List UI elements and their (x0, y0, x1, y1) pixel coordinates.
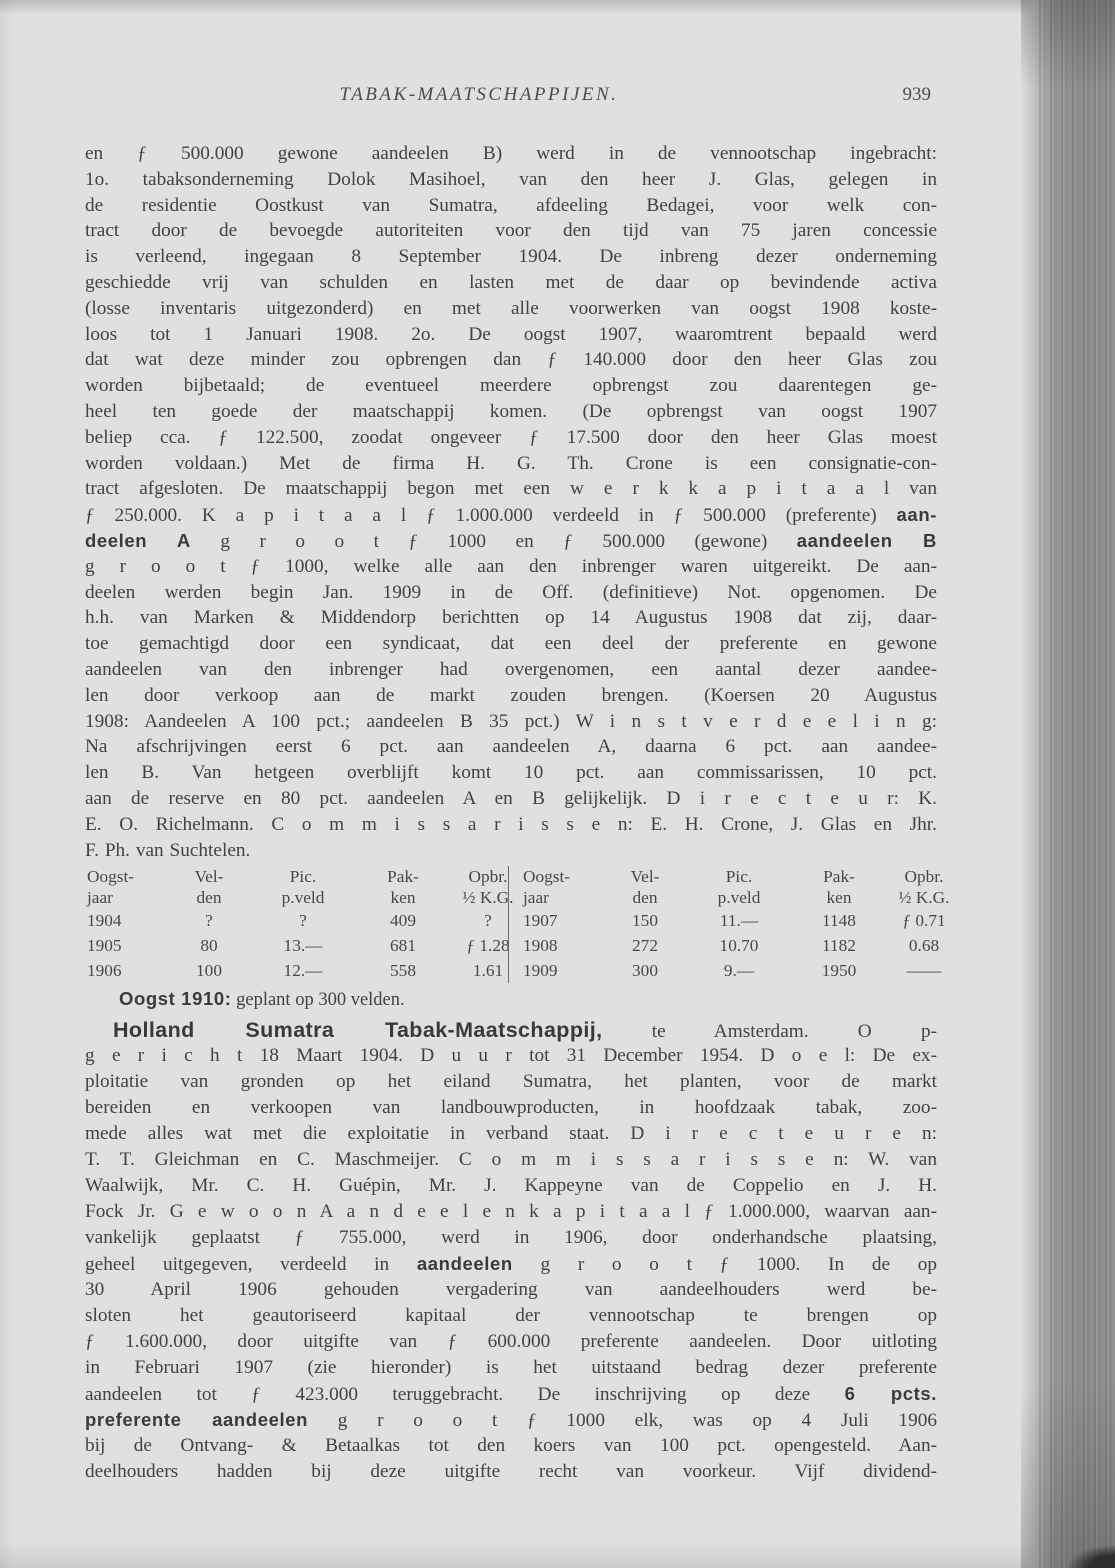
bold-text-segment: preferente aandeelen (85, 1409, 309, 1431)
page-title: TABAK-MAATSCHAPPIJEN. (339, 84, 619, 105)
table-column-header (685, 866, 793, 908)
text-line (85, 141, 937, 167)
text-segment: F. Ph. van Suchtelen. (85, 839, 251, 861)
table-cell: 12.— (283, 961, 323, 981)
table-cell: 13.— (283, 936, 323, 956)
text-segment: T. T. Gleichman en C. Maschmeijer. C o m m i s s a r i s s e n: W. van (85, 1149, 937, 1171)
table-cell: ? (205, 911, 213, 931)
book-page-edge (1021, 0, 1115, 1568)
text-line (85, 502, 937, 528)
table-cell: ? (299, 911, 307, 931)
text-segment: toe gemachtigd door een syndicaat, dat een deel der preferente en gewone (85, 633, 937, 655)
header-line: Oogst- (87, 867, 135, 887)
bold-text-segment: Oogst 1910: (119, 988, 232, 1010)
table-cell: 10.70 (719, 936, 759, 956)
text-line (85, 322, 937, 348)
table-cell: 80 (200, 936, 218, 956)
header-line: jaar (87, 888, 113, 908)
text-segment: len door verkoop aan de markt zouden brengen. (Koersen 20 Augustus (85, 684, 937, 706)
text-line (85, 476, 937, 502)
scan-shadow-left (0, 0, 14, 1568)
text-line (85, 373, 937, 399)
table-cell: 1906 (87, 961, 122, 981)
table-cell: ƒ 0.71 (902, 911, 946, 931)
paragraph-holland-sumatra (85, 1017, 937, 1485)
table-cell: 1905 (87, 936, 122, 956)
text-segment: Fock Jr. G e w o o n A a n d e e l e n k a p i t a a l ƒ 1.000.000, waarvan aan- (85, 1201, 937, 1223)
header-line: Pic. (725, 867, 753, 887)
text-segment: ƒ 250.000. K a p i t a a l ƒ 1.000.000 verdeeld in ƒ 500.000 (preferente) (85, 505, 897, 527)
text-segment: heel ten goede der maatschappij komen. (De opbrengst van oogst 1907 (85, 400, 937, 422)
text-segment: tract afgesloten. De maatschappij begon met een w e r k k a p i t a a l van (85, 478, 937, 500)
text-line (85, 1355, 937, 1381)
header-line: Opbr. (904, 867, 944, 887)
text-segment: g r o o t ƒ 1000. In de op (512, 1254, 937, 1276)
table-cell: 1.61 (472, 961, 504, 981)
text-line (85, 451, 937, 477)
text-line (85, 1121, 937, 1147)
text-segment: 1908: Aandeelen A 100 pct.; aandeelen B 35 pct.) W i n s t v e r d e e l i n g: (85, 710, 937, 732)
text-segment: E. O. Richelmann. C o m m i s s a r i s s e n: E. H. Crone, J. Glas en Jhr. (85, 813, 937, 835)
text-line (85, 193, 937, 219)
harvest-table-right (508, 866, 950, 983)
header-line: Pic. (289, 867, 317, 887)
text-segment: sloten het geautoriseerd kapitaal der vennootschap te brengen op (85, 1305, 937, 1327)
text-segment: worden bijbetaald; de eventueel meerdere opbrengst zou daarentegen ge- (85, 375, 937, 397)
text-line (85, 296, 937, 322)
text-line (85, 244, 937, 270)
header-line: den (196, 888, 222, 908)
text-line (85, 167, 937, 193)
header-line: Vel- (194, 867, 224, 887)
table-cell: 1908 (523, 936, 558, 956)
text-segment: vankelijk geplaatst ƒ 755.000, werd in 1906, door onderhandsche plaatsing, (85, 1227, 937, 1249)
text-line (85, 1095, 937, 1121)
scan-shadow-bottom (0, 1542, 1115, 1568)
harvest-1910-note (85, 986, 937, 1012)
table-cell: —— (906, 961, 942, 981)
text-line (85, 812, 937, 838)
scan-corner-shadow (1069, 1546, 1115, 1568)
text-segment: tract door de bevoegde autoriteiten voor den tijd van 75 jaren concessie (85, 220, 937, 242)
text-line (85, 838, 937, 864)
header-line: p.veld (281, 888, 325, 908)
table-cell: 100 (196, 961, 222, 981)
text-line (85, 1251, 937, 1277)
header-line: Pak- (387, 867, 419, 887)
table-cell: 9.— (723, 961, 755, 981)
text-line (85, 1277, 937, 1303)
text-segment: 1o. tabaksonderneming Dolok Masihoel, van den heer J. Glas, gelegen in (85, 168, 937, 190)
text-segment: g r o o t ƒ 1000 en ƒ 500.000 (gewone) (190, 530, 797, 552)
text-line (85, 1329, 937, 1355)
table-cell: 1909 (523, 961, 558, 981)
page-edge-shade (1021, 0, 1115, 1568)
table-column-header (793, 866, 885, 908)
text-line (85, 1381, 937, 1407)
text-segment: dat wat deze minder zou opbrengen dan ƒ 140.000 door den heer Glas zou (85, 349, 937, 371)
paragraph-dolok-masihoel (85, 141, 937, 863)
text-segment: geschiedde vrij van schulden en lasten met de daar op bevindende activa (85, 271, 937, 293)
header-line: ken (390, 888, 416, 908)
bold-text-segment: aandeelen (416, 1253, 513, 1275)
text-line (85, 1225, 937, 1251)
table-column-header (249, 866, 357, 908)
text-line (85, 1173, 937, 1199)
text-segment: te Amsterdam. O p- (602, 1021, 937, 1043)
text-line (85, 528, 937, 554)
text-segment: mede alles wat met die exploitatie in verband staat. D i r e c t e u r e n: (85, 1123, 937, 1145)
text-line (85, 709, 937, 735)
text-segment: loos tot 1 Januari 1908. 2o. De oogst 1907, waaromtrent bepaald werd (85, 323, 937, 345)
text-segment: Waalwijk, Mr. C. H. Guépin, Mr. J. Kappeyne van de Coppelio en J. H. (85, 1175, 937, 1197)
text-segment: ploitatie van gronden op het eiland Sumatra, het planten, voor de markt (85, 1071, 937, 1093)
company-name-heading: Holland Sumatra Tabak-Maatschappij, (113, 1018, 603, 1043)
text-segment: bereiden en verkoopen van landbouwproducten, in hoofdzaak tabak, zoo- (85, 1097, 937, 1119)
text-line (85, 1303, 937, 1329)
text-line (85, 580, 937, 606)
text-segment: en ƒ 500.000 gewone aandeelen B) werd in de vennootschap ingebracht: (85, 143, 937, 164)
page-content (85, 0, 950, 1485)
text-segment: len B. Van hetgeen overblijft komt 10 pct. aan commissarissen, 10 pct. (85, 762, 937, 784)
text-segment: aandeelen tot ƒ 423.000 teruggebracht. De inschrijving op deze (85, 1384, 845, 1406)
text-segment: beliep cca. ƒ 122.500, zoodat ongeveer ƒ 17.500 door den heer Glas moest (85, 426, 937, 448)
text-segment: geplant op 300 velden. (231, 990, 405, 1011)
text-line (85, 734, 937, 760)
text-segment: Na afschrijvingen eerst 6 pct. aan aandeelen A, daarna 6 pct. aan aandee- (85, 736, 937, 758)
text-line (85, 1407, 937, 1433)
text-segment: aan de reserve en 80 pct. aandeelen A en B gelijkelijk. D i r e c t e u r: K. (85, 787, 937, 809)
bold-text-segment: deelen A (85, 529, 191, 551)
running-header (85, 0, 937, 110)
header-line: jaar (523, 888, 549, 908)
text-line (85, 347, 937, 373)
table-cell: ? (484, 911, 492, 931)
header-line: p.veld (717, 888, 761, 908)
text-line (85, 218, 937, 244)
table-column-header (521, 866, 605, 908)
table-column-header (85, 866, 169, 908)
text-segment: h.h. van Marken & Middendorp berichtten op 14 Augustus 1908 dat zij, daar- (85, 607, 937, 629)
text-line (85, 760, 937, 786)
header-line: ken (826, 888, 852, 908)
text-line (85, 554, 937, 580)
table-cell: 300 (632, 961, 658, 981)
text-segment: de residentie Oostkust van Sumatra, afdeeling Bedagei, voor welk con- (85, 194, 937, 216)
bold-text-segment: aandeelen B (796, 529, 937, 551)
page-number: 939 (902, 84, 931, 105)
text-segment: deelen werden begin Jan. 1909 in de Off. (definitieve) Not. opgenomen. De (85, 581, 937, 603)
table-column-header (357, 866, 449, 908)
text-line (85, 657, 937, 683)
text-segment: g r o o t ƒ 1000, welke alle aan den inbrenger waren uitgereikt. De aan- (85, 555, 937, 577)
bold-text-segment: aan- (896, 504, 937, 526)
text-segment: deelhouders hadden bij deze uitgifte recht van voorkeur. Vijf dividend- (85, 1461, 937, 1483)
text-line (85, 786, 937, 812)
table-cell: 1148 (822, 911, 856, 931)
header-line: ½ K.G. (462, 888, 514, 908)
text-line (85, 683, 937, 709)
table-cell: 1907 (523, 911, 558, 931)
text-line (85, 270, 937, 296)
header-line: Vel- (630, 867, 660, 887)
text-segment: 30 April 1906 gehouden vergadering van aandeelhouders werd be- (85, 1279, 937, 1301)
table-cell: 409 (390, 911, 416, 931)
text-line (85, 425, 937, 451)
text-segment: is verleend, ingegaan 8 September 1904. De inbreng dezer onderneming (85, 246, 937, 268)
table-cell: 1904 (87, 911, 122, 931)
text-segment: geheel uitgegeven, verdeeld in (85, 1254, 417, 1276)
text-line (85, 1017, 937, 1043)
table-column-header (605, 866, 685, 908)
bold-text-segment: 6 pcts. (844, 1383, 937, 1405)
table-cell: 558 (390, 961, 416, 981)
text-line (85, 1459, 937, 1485)
table-cell: 0.68 (908, 936, 940, 956)
table-cell: 11.— (719, 911, 759, 931)
text-segment: g e r i c h t 18 Maart 1904. D u u r tot 31 December 1954. D o e l: De ex- (85, 1045, 937, 1067)
header-line: den (632, 888, 658, 908)
table-column-header (169, 866, 249, 908)
text-segment: worden voldaan.) Met de firma H. G. Th. Crone is een consignatie-con- (85, 452, 937, 474)
text-line (85, 1069, 937, 1095)
text-line (85, 1199, 937, 1225)
text-line (85, 631, 937, 657)
header-line: Oogst- (523, 867, 571, 887)
header-line: Opbr. (468, 867, 508, 887)
table-column-header (885, 866, 963, 908)
table-cell: 681 (390, 936, 416, 956)
text-segment: (losse inventaris uitgezonderd) en met alle voorwerken van oogst 1908 koste- (85, 297, 937, 319)
harvest-table-left (85, 866, 514, 983)
table-cell: ƒ 1.28 (466, 936, 510, 956)
table-cell: 1182 (822, 936, 856, 956)
text-line (85, 605, 937, 631)
table-cell: 150 (632, 911, 658, 931)
header-line: ½ K.G. (898, 888, 950, 908)
header-line: Pak- (823, 867, 855, 887)
text-segment: bij de Ontvang- & Betaalkas tot den koers van 100 pct. opengesteld. Aan- (85, 1435, 937, 1457)
text-line (85, 1433, 937, 1459)
text-line (85, 1043, 937, 1069)
text-segment: ƒ 1.600.000, door uitgifte van ƒ 600.000 preferente aandeelen. Door uitloting (85, 1331, 937, 1353)
table-cell: 272 (632, 936, 658, 956)
text-segment: in Februari 1907 (zie hieronder) is het uitstaand bedrag dezer preferente (85, 1357, 937, 1379)
text-segment: g r o o t ƒ 1000 elk, was op 4 Juli 1906 (308, 1410, 937, 1432)
table-cell: 1950 (821, 961, 857, 981)
text-segment: aandeelen van den inbrenger had overgenomen, een aantal dezer aandee- (85, 658, 937, 680)
text-line (85, 1147, 937, 1173)
text-line (85, 399, 937, 425)
harvest-table (85, 866, 950, 983)
